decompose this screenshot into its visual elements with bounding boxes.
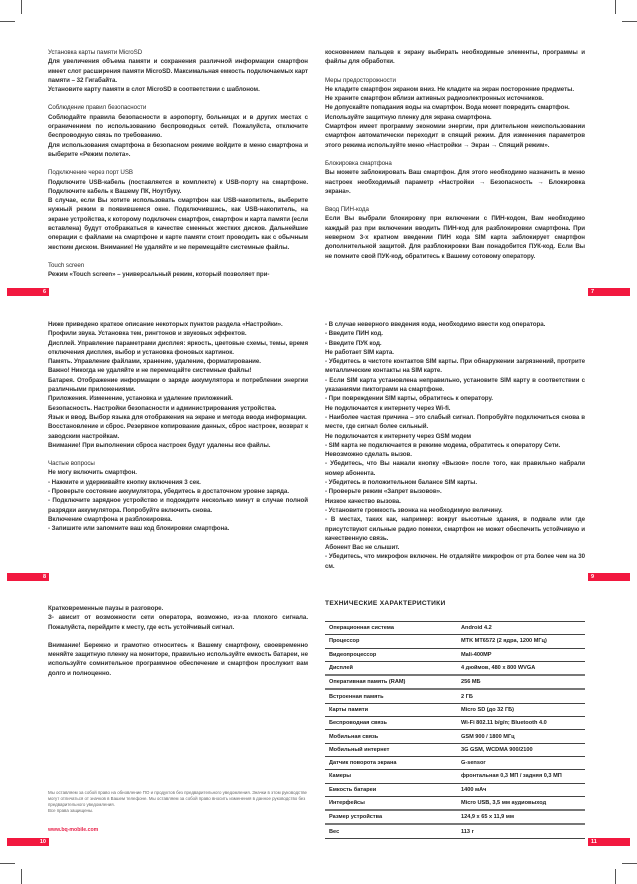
paragraph: Память. Управление файлами, хранение, удаление, форматирование. (48, 358, 261, 366)
paragraph: Подключите USB-кабель (поставляется в комплекте) к USB-порту на смартфоне. Подключите кабель к Вашему ПК, Ноутбуку. (48, 178, 308, 195)
spec-value: фронтальная 0,3 МП / задняя 0,3 МП (457, 770, 585, 783)
spec-value: 1400 мАч (457, 783, 585, 796)
paragraph: - Убедитесь в положительном балансе SIM карты. (325, 479, 478, 487)
legal-notice (48, 790, 310, 814)
paragraph: - SIM карта не подключается в режиме модема, обратитесь к оператору Сети. (325, 441, 561, 449)
paragraph: - Проверьте состояние аккумулятора, убедитесь в достаточном уровне заряда. (48, 488, 289, 496)
paragraph: - Наиболее частая причина – это слабый сигнал. Попробуйте подключиться снова в месте, где сигнал более сильный. (325, 413, 585, 431)
spec-value: Wi-Fi 802.11 b/g/n; Bluetooth 4.0 (457, 717, 585, 730)
paragraph: Включение смартфона и разблокировка. (48, 515, 173, 523)
paragraph: - Убедитесь, что Вы нажали кнопку «Вызов» после того, как правильно набрали номер абонента. (325, 460, 585, 477)
paragraph: Для использования смартфона в безопасном режиме войдите в меню смартфона и выберите «Режим полета». (48, 141, 308, 158)
spec-row (325, 635, 585, 648)
section-heading: Меры предосторожности (325, 76, 396, 84)
spec-key: Мобильная связь (325, 730, 457, 743)
spec-row (325, 783, 585, 796)
paragraph: - Если SIM карта установлена неправильно, установите SIM карту в соответствии с указаниями пиктограмм на смартфоне. (325, 376, 585, 394)
page-8-column (48, 320, 308, 534)
paragraph: - При повреждении SIM карты, обратитесь к оператору. (325, 395, 493, 403)
paragraph: Не могу включить смартфон. (48, 469, 137, 477)
section-heading: Частые вопросы (48, 460, 95, 468)
paragraph: Если Вы выбрали блокировку при включении с ПИН-кодом, Вам необходимо каждый раз при включении вводить ПИН-код для разблокировки смартфона. При неверном 3-х кратном введении ПИН кода SIM карта заблокирует смартфон дополнительной защитой. Для разблокировки Вам понадобится ПУК-код. Если Вы не помните свой ПУК-код, обратитесь к Вашему сотовому оператору. (325, 215, 585, 260)
spec-key: Встроенная память (325, 689, 457, 703)
paragraph: - Нажмите и удерживайте кнопку включения 3 сек. (48, 478, 201, 486)
spec-key: Мобильный интернет (325, 743, 457, 756)
crop-mark (622, 863, 637, 864)
paragraph: Важно! Никогда не удаляйте и не перемещайте системные файлы! (48, 367, 252, 375)
paragraph: - В местах, таких как, например: вокруг высотные здания, в подвале или где присутствуют сильные радио помехи, смартфон не может обеспечить устойчивую и качественную связь. (325, 516, 585, 542)
page-number-6: 6 (7, 288, 49, 296)
spec-row (325, 648, 585, 661)
paragraph: Установите карту памяти в слот MicroSD в соответствии с шаблоном. (48, 86, 260, 94)
spec-value: Micro SD (до 32 ГБ) (457, 703, 585, 716)
spec-key: Видеопроцессор (325, 648, 457, 661)
spec-row (325, 796, 585, 810)
spec-value: 256 МБ (457, 675, 585, 689)
spec-key: Операционная система (325, 622, 457, 635)
paragraph: Не кладите смартфон экраном вниз. Не кладите на экран посторонние предметы. (325, 85, 574, 93)
page-10-column (48, 604, 308, 678)
paragraph: - Проверьте режим «Запрет вызовов». (325, 488, 442, 496)
spacer (48, 94, 308, 103)
spacer (325, 196, 585, 205)
paragraph: - Введите ПИН код. (325, 330, 383, 338)
spec-key: Беспроводная связь (325, 717, 457, 730)
spec-value: 113 г (457, 824, 585, 838)
paragraph: Профили звука. Установка тем, рингтонов и звуковых эффектов. (48, 330, 247, 338)
spec-key: Оперативная память (RAM) (325, 675, 457, 689)
spec-value: 3G GSM, WCDMA 900/2100 (457, 743, 585, 756)
paragraph: Восстановление и сброс. Резервное копирование данных, сброс настроек, возврат к заводским настройкам. (48, 423, 308, 440)
crop-mark (21, 869, 22, 884)
paragraph: Внимание! Бережно и грамотно относитесь к Вашему смартфону, своевременно меняйте защитную пленку на мониторе, правильно используйте емкость батареи, не используйте сомнительное программное обеспечение и смартфон прослужит вам долго и полноценно. (48, 641, 308, 677)
page-6-column (48, 48, 308, 280)
spec-value: 4 дюймов, 480 x 800 WVGA (457, 661, 585, 675)
paragraph: косновением пальцев к экрану выбирать необходимые элементы, программы и файлы для обработки. (325, 49, 585, 66)
spacer (48, 632, 308, 641)
spec-key: Размер устройства (325, 810, 457, 824)
spacer (48, 252, 308, 261)
spec-value: Mali-400MP (457, 648, 585, 661)
specs-table (325, 621, 585, 839)
spec-row (325, 756, 585, 769)
paragraph: - В случае неверного введения кода, необходимо ввести код оператора. (325, 321, 546, 328)
paragraph: Не подключается к интернету через Wi-fi. (325, 404, 451, 412)
page-7-column (325, 48, 585, 261)
page-number-10: 10 (7, 838, 49, 846)
spec-key: Вес (325, 824, 457, 838)
page-9-column (325, 320, 585, 571)
spec-key: Карты памяти (325, 703, 457, 716)
crop-mark (615, 0, 616, 14)
spec-key: Процессор (325, 635, 457, 648)
page-number-8: 8 (7, 573, 49, 581)
crop-mark (21, 0, 22, 14)
spec-key: Дисплей (325, 661, 457, 675)
spec-row (325, 770, 585, 783)
spec-value: 124,9 x 65 x 11,9 мм (457, 810, 585, 824)
website-link[interactable]: www.bq-mobile.com (48, 827, 99, 833)
spec-row (325, 661, 585, 675)
paragraph: - Убедитесь в чистоте контактов SIM карты. При обнаружении загрязнений, протрите металлические контакты на SIM карте. (325, 358, 585, 375)
paragraph: Кратковременные паузы в разговоре. (48, 605, 164, 612)
page-number-11: 11 (588, 838, 630, 846)
paragraph: Низкое качество вызова. (325, 497, 401, 505)
paragraph: - Запишите или запомните ваш код блокировки смартфона. (48, 525, 230, 533)
paragraph: Используйте защитную пленку для экрана смартфона. (325, 113, 492, 121)
section-heading: Touch screen (48, 261, 85, 269)
crop-mark (0, 21, 15, 22)
paragraph: Безопасность. Настройки безопасности и администрирования устройства. (48, 404, 277, 412)
section-heading: Соблюдение правил безопасности (48, 104, 147, 112)
paragraph: Не работает SIM карта. (325, 348, 394, 356)
crop-mark (615, 869, 616, 884)
rights-text: Все права защищены. (48, 808, 94, 813)
paragraph: Ниже приведено краткое описание некоторых пунктов раздела «Настройки». (48, 321, 283, 328)
paragraph: Вы можете заблокировать Ваш смартфон. Для этого необходимо назначить в меню настроек необходимый параметр «Настройки → Безопасность → Блокировка экрана». (325, 169, 585, 195)
paragraph: Дисплей. Управление параметрами дисплея: яркость, цветовые схемы, темы, время отключения дисплея, выбор и установка фоновых картинок. (48, 339, 308, 356)
spec-value: G-sensor (457, 756, 585, 769)
paragraph: Не допускайте попадания воды на смартфон. Вода может повредить смартфон. (325, 104, 570, 112)
spacer (48, 450, 308, 459)
paragraph: З- ависит от возможности сети оператора, возможно, из-за плохого сигнала. Пожалуйста, перейдите к месту, где есть устойчивый сигнал. (48, 614, 308, 631)
spec-value: Micro USB, 3,5 мм аудиовыход (457, 796, 585, 810)
spec-row (325, 689, 585, 703)
paragraph: - Убедитесь, что микрофон включен. Не отдаляйте микрофон от рта более чем на 30 см. (325, 553, 585, 570)
spec-value: GSM 900 / 1800 МГц (457, 730, 585, 743)
spec-row (325, 810, 585, 824)
spec-row (325, 743, 585, 756)
spec-value: 2 ГБ (457, 689, 585, 703)
spec-key: Камеры (325, 770, 457, 783)
spacer (325, 67, 585, 76)
paragraph: Абонент Вас не слышит. (325, 544, 400, 552)
paragraph: Батарея. Отображение информации о заряде аккумулятора и потреблении энергии различными приложениями. (48, 376, 308, 394)
paragraph: В случае, если Вы хотите использовать смартфон как USB-накопитель, выберите нужный режим в появившемся окне. Подключившись, как USB-накопитель, на экране устройства, к которому подключен смартфон, смартфон и карта памяти (если вставлена) будут отображаться в качестве сменных жестких дисков. Дальнейшие операции с файлами на смартфоне и карте памяти стоит проводить как с обычным жестким диском. Внимание! Не удаляйте и не перемещайте системные файлы. (48, 197, 308, 251)
section-heading: Ввод ПИН-кода (325, 206, 369, 214)
specs-title: ТЕХНИЧЕСКИЕ ХАРАКТЕРИСТИКИ (325, 600, 446, 607)
crop-mark (0, 863, 15, 864)
spec-row (325, 717, 585, 730)
paragraph: - Введите ПУК код. (325, 339, 382, 347)
spacer (325, 150, 585, 159)
paragraph: Приложения. Изменение, установка и удаление приложений. (48, 395, 233, 403)
paragraph: Для увеличения объема памяти и сохранения различной информации смартфон имеет слот расширения памяти MicroSD. Максимальная емкость подключаемых карт памяти – 32 Гигабайта. (48, 58, 308, 84)
crop-mark (622, 21, 637, 22)
spec-row (325, 675, 585, 689)
paragraph: - Установите громкость звонка на необходимую величину. (325, 506, 503, 514)
spec-key: Интерфейсы (325, 796, 457, 810)
paragraph: Смартфон имеет программу экономии энергии, при длительном неиспользовании смартфон автоматически переходит в спящий режим. Для изменения параметров этого режима используйте меню «Настройки → Экран → Спящий режим». (325, 123, 585, 149)
paragraph: Не храните смартфон вблизи активных радиоэлектронных источников. (325, 95, 544, 103)
spec-row (325, 622, 585, 635)
spec-row (325, 730, 585, 743)
spec-row (325, 824, 585, 838)
spacer (48, 159, 308, 168)
section-heading: Установка карты памяти MicroSD (48, 49, 143, 56)
spec-value: Android 4.2 (457, 622, 585, 635)
paragraph: Невозможно сделать вызов. (325, 451, 412, 459)
page-number-7: 7 (588, 288, 630, 296)
spec-key: Емкость батареи (325, 783, 457, 796)
legal-text: Мы оставляем за собой право на обновление ПО и продуктов без предварительного уведомления. Значки в этом руководстве могут отличаться от значков в Вашем телефоне. Мы оставляем за собой право вносить изменения в данное руководство без предварительного уведомления. (48, 790, 307, 807)
spec-row (325, 703, 585, 716)
paragraph: - Подключите зарядное устройство и подождите несколько минут в случае полной разрядки аккумулятора. Попробуйте включить снова. (48, 497, 308, 514)
section-heading: Подключение через порт USB (48, 169, 133, 177)
paragraph: Внимание! При выполнении сброса настроек будут удалены все файлы. (48, 441, 271, 449)
section-heading: Блокировка смартфона (325, 159, 392, 167)
paragraph: Язык и ввод. Выбор языка для отображения на экране и метода ввода информации. (48, 413, 307, 421)
page-number-9: 9 (588, 573, 630, 581)
spec-value: MTK MT6572 (2 ядра, 1200 МГц) (457, 635, 585, 648)
spec-key: Датчик поворота экрана (325, 756, 457, 769)
paragraph: Соблюдайте правила безопасности в аэропорту, больницах и в других местах с ограничением по использованию беспроводных сетей. Пожалуйста, отключите беспроводную связь по требованию. (48, 113, 308, 140)
paragraph: Режим «Touch screen» – универсальный режим, который позволяет при- (48, 271, 270, 279)
paragraph: Не подключается к интернету через GSM модем (325, 432, 472, 440)
